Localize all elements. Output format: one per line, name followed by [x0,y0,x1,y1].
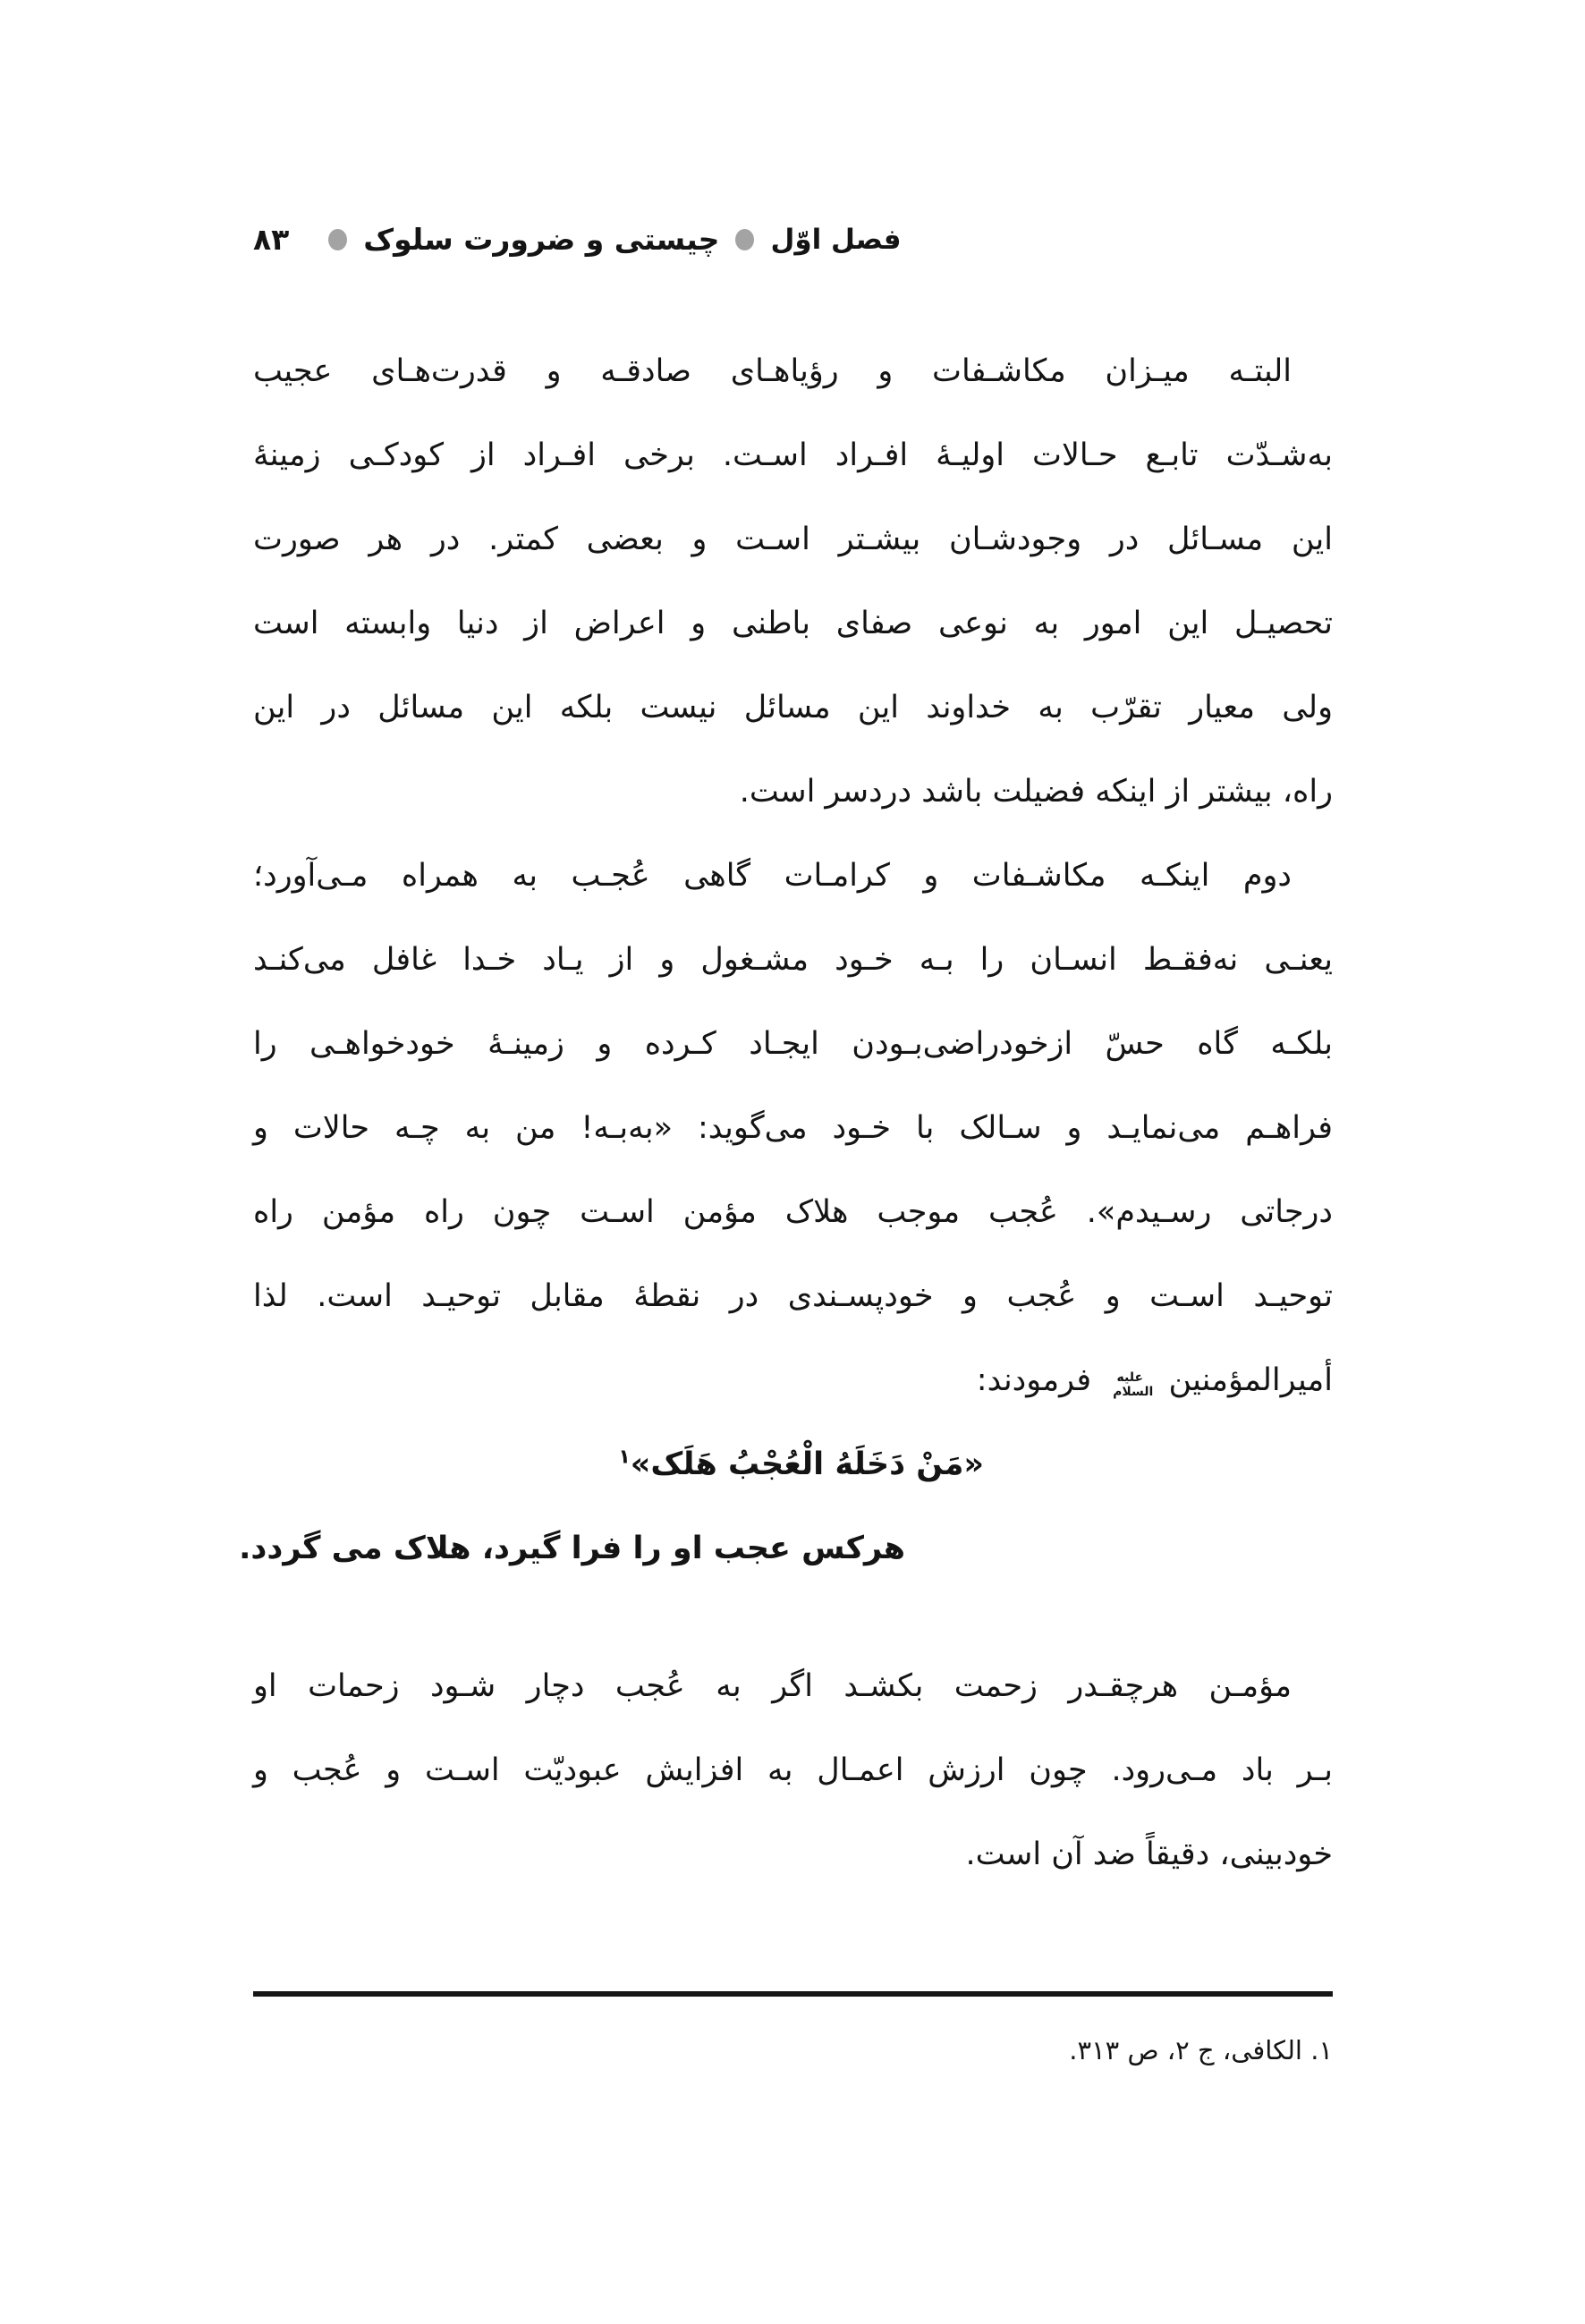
attribution-verb: فرمودند: [976,1362,1092,1398]
footnote-text: ۱. الکافی، ج ۲، ص ۳۱۳. [1069,2035,1333,2065]
body-line: این مسـائل در وجودشـان بیشـتر اسـت و بعضی کمتر. در هر صورت [253,522,1333,557]
paragraph-3 [253,1644,1333,1896]
body-line: یعنـی نه‌فقـط انسـان را بـه خـود مشـغول و از یـاد خـدا غافل می‌کنـد [253,942,1333,978]
running-head [253,222,902,257]
body-line: بلکـه گاه حسّ ازخودراضی‌بـودن ایجـاد کـرده و زمینـهٔ خودخواهـی را [253,1026,1333,1062]
honorific-mark: علیه السلام [1113,1370,1154,1399]
body-line: راه، بیشتر از اینکه فضیلت باشد دردسر است. [739,774,1333,810]
page-number: ۸۳ [253,222,290,257]
body-line: به‌شـدّت تابـع حـالات اولیـهٔ افـراد اسـت. برخی افـراد از کودکـی زمینهٔ [253,437,1333,473]
body-line: بـر باد مـی‌رود. چون ارزش اعمـال به افزایش عبودیّت اسـت و عُجب و [253,1752,1333,1788]
attribution-name: أمیرالمؤمنین [1168,1362,1333,1398]
body-text [239,329,1333,1896]
header-bullet-icon [328,229,347,250]
hadith-quote-line [253,1422,1333,1506]
section-title: چیستی و ضرورت سلوک [363,222,720,257]
chapter-label: فصل اوّل [770,223,902,256]
body-line: ولی معیار تقرّب به خداوند این مسائل نیست بلکه این مسائل در این [253,690,1333,725]
hadith-quote-text: «مَنْ دَخَلَهُ الْعُجْبُ هَلَک» [630,1446,984,1482]
footnote-rule [253,1991,1333,1997]
attribution-line [253,1338,1333,1422]
body-line: درجاتی رسـیدم». عُجب موجب هلاک مؤمن اسـت چون راه مؤمن راه [253,1194,1333,1230]
body-line: مؤمـن هرچقـدر زحمت بکشـد اگر به عُجب دچار شـود زحمات او [253,1668,1292,1704]
quote-translation-line: هرکس عجب او را فرا گیرد، هلاک می گردد. [239,1531,905,1566]
body-line: دوم اینکـه مکاشـفات و کرامـات گاهی عُجـب به همراه مـی‌آورد؛ [253,858,1292,894]
body-line: البتـه میـزان مکاشـفات و رؤیاهـای صادقـه و قدرت‌هـای عجیب [253,353,1292,389]
body-line: توحیـد اسـت و عُجب و خودپسـندی در نقطهٔ مقابل توحیـد است. لذا [253,1278,1333,1314]
body-line: فراهـم می‌نمایـد و سـالک با خـود می‌گوید: «به‌بـه! من به چـه حالات و [253,1110,1333,1146]
footnote-marker: ۱ [618,1446,631,1469]
header-bullet-icon [735,229,754,250]
body-line: تحصیـل این امور به نوعی صفای باطنی و اعراض از دنیا وابسته است [253,606,1333,641]
body-line: خودبینی، دقیقاً ضد آن است. [965,1836,1333,1872]
